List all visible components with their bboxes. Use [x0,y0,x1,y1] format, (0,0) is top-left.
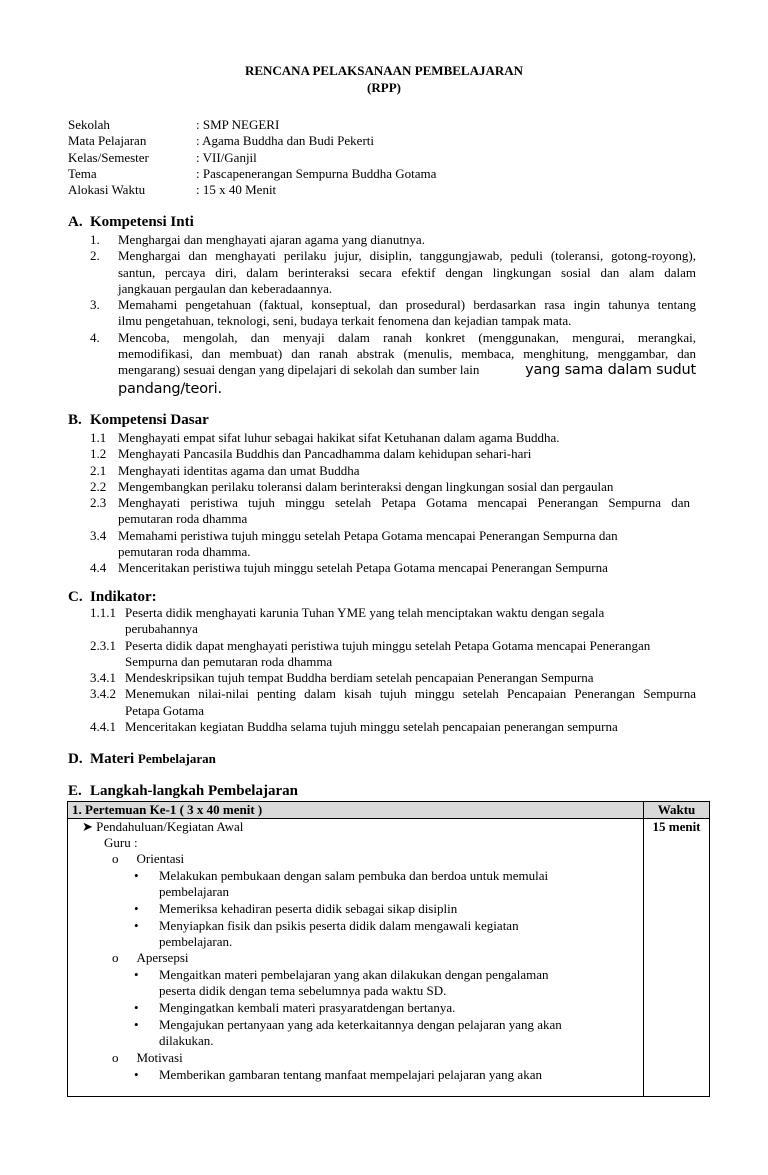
item-line: Memahami pengetahuan (faktual, konseptual, dan prosedural) berdasarkan rasa ingin tahunya tentang [118,297,696,313]
item-line-tail: pandang/teori. [118,380,222,397]
item-line: Memahami peristiwa tujuh minggu setelah Petapa Gotama mencapai Penerangan Sempurna dan [118,527,618,543]
section-letter: D. [68,751,83,767]
info-row [68,166,436,182]
list-item [68,528,696,561]
bullet-line: Memeriksa kehadiran peserta didik sebagai sikap disiplin [159,901,458,917]
section-heading-materi [68,751,216,767]
item-line [118,362,696,378]
info-label: Sekolah [68,117,110,132]
item-number: 3.4.2 [90,686,116,702]
list-item [68,430,696,446]
group-apersepsi [112,950,189,966]
item-number: 1.1.1 [90,605,116,620]
item-line: Mencoba, mengolah, dan menyaji dalam ranah konkret (menggunakan, mengurai, merangkai, [118,329,696,345]
item-number: 4.4.1 [90,719,116,735]
bullet-line: Memberikan gambaran tentang manfaat mempelajari pelajaran yang akan [159,1067,542,1083]
guru-label: Guru : [104,835,138,851]
list-item [134,1000,139,1016]
section-letter: B. [68,412,82,428]
circle-bullet-icon: o [112,851,119,867]
item-line: Menghayati Pancasila Buddhis dan Pancadhamma dalam kehidupan sehari-hari [118,446,532,462]
item-line: ilmu pengetahuan, teknologi, seni, budaya terkait fenomena dan kejadian tampak mata. [118,313,572,329]
item-line: Peserta didik menghayati karunia Tuhan YME yang telah menciptakan waktu dengan segala [125,605,605,620]
list-item [68,686,696,719]
group-title: Apersepsi [136,950,189,966]
item-line: Menghargai dan menghayati perilaku jujur, disiplin, tanggungjawab, peduli (toleransi, gotong-royong), [118,248,696,264]
item-line: Menceritakan peristiwa tujuh minggu setelah Petapa Gotama mencapai Penerangan Sempurna [118,560,608,576]
item-number: 2.2 [90,478,107,494]
section-heading-indikator [68,589,157,605]
info-value: : VII/Ganjil [196,149,257,165]
bullet-icon: • [134,868,139,884]
list-item [68,670,696,686]
section-title: Kompetensi Inti [90,214,194,230]
item-line: Mengembangkan perilaku toleransi dalam berinteraksi dengan lingkungan sosial dan pergaulan [118,478,614,494]
list-item [134,967,139,983]
bullet-line: Mengajukan pertanyaan yang ada keterkaitannya dengan pelajaran yang akan [159,1017,562,1033]
circle-bullet-icon: o [112,1050,119,1066]
section-title: Kompetensi Dasar [90,412,209,428]
list-item [134,1017,139,1033]
section-title: Indikator: [90,589,157,605]
item-number: 4.4 [90,560,107,576]
bullet-icon: • [134,1067,139,1083]
item-line: Petapa Gotama [125,702,205,718]
list-item [68,232,696,248]
info-row [68,117,436,133]
item-line-tail: yang sama dalam sudut [525,362,696,379]
item-line: Peserta didik dapat menghayati peristiwa tujuh minggu setelah Petapa Gotama mencapai Penerangan [125,637,651,653]
bullet-icon: • [134,1017,139,1033]
group-motivasi [112,1050,183,1066]
bullet-line: peserta didik dengan tema sebelumnya pada waktu SD. [159,983,447,999]
bullet-line: Melakukan pembukaan dengan salam pembuka dan berdoa untuk memulai [159,868,549,884]
table-header-meeting: 1. Pertemuan Ke-1 ( 3 x 40 menit ) [68,802,644,819]
section-title-small: Pembelajaran [137,751,216,766]
identity-block [68,117,436,198]
item-line: Menemukan nilai-nilai penting dalam kisah tujuh minggu setelah Pencapaian Penerangan Sempurna [125,686,696,702]
item-line: Sempurna dan pemutaran roda dhamma [125,653,333,669]
bullet-icon: • [134,901,139,917]
list-item [68,463,696,479]
item-number: 3.4.1 [90,670,116,686]
item-number: 4. [90,329,100,345]
section-letter: C. [68,589,83,605]
list-item [134,868,139,884]
list-item [68,446,696,462]
list-item [68,330,696,399]
section-title: Langkah-langkah Pembelajaran [90,783,298,799]
bullet-icon: • [134,1000,139,1016]
list-item [68,479,696,495]
item-line: Mendeskripsikan tujuh tempat Buddha berdiam setelah pencapaian Penerangan Sempurna [125,670,594,686]
learning-steps-table [67,801,710,1097]
section-letter: A. [68,214,83,230]
section-heading-langkah [68,783,298,799]
info-row [68,150,436,166]
item-line: jangkauan pergaulan dan keberadaannya. [118,280,333,296]
item-number: 2. [90,248,100,264]
bullet-line: pembelajaran. [159,934,233,950]
bullet-line: Menyiapkan fisik dan psikis peserta didik dalam mengawali kegiatan [159,918,519,934]
info-value: : Agama Buddha dan Budi Pekerti [196,133,375,149]
info-row [68,133,436,149]
table-header-row [68,802,710,819]
item-line: Menghayati identitas agama dan umat Buddha [118,462,360,478]
section-title: Materi [90,751,135,767]
bullet-line: Mengingatkan kembali materi prasyaratdengan bertanya. [159,1000,456,1016]
pendahuluan-line [82,819,243,835]
document-subtitle: (RPP) [367,80,401,95]
time-cell: 15 menit [644,819,710,1097]
section-letter: E. [68,783,82,799]
item-line: pemutaran roda dhamma [118,511,248,527]
arrow-bullet-icon: ➤ [82,819,93,835]
item-line: pemutaran roda dhamma. [118,544,251,560]
item-line: Menghayati empat sifat luhur sebagai hakikat sifat Ketuhanan dalam agama Buddha. [118,430,560,445]
group-title: Orientasi [136,851,185,867]
activities-cell [68,819,644,1097]
item-number: 2.3 [90,495,107,511]
kompetensi-inti-list [68,232,696,399]
info-value: : SMP NEGERI [196,117,280,132]
list-item [134,901,139,917]
item-line: perubahannya [125,621,198,637]
list-item [68,248,696,297]
list-item [68,605,696,638]
pendahuluan-label: Pendahuluan/Kegiatan Awal [96,819,244,835]
item-line: Menceritakan kegiatan Buddha selama tujuh minggu setelah pencapaian penerangan sempurna [125,719,618,735]
kompetensi-dasar-list [68,430,696,577]
list-item [134,918,139,934]
item-number: 2.1 [90,462,107,478]
item-line: santun, percaya diri, dalam berinteraksi secara efektif dengan lingkungan sosial dan alam dalam [118,264,696,280]
info-label: Mata Pelajaran [68,133,147,149]
group-orientasi [112,851,184,867]
list-item [68,719,696,735]
item-number: 1.1 [90,430,107,445]
bullet-icon: • [134,918,139,934]
item-line: Menghayati peristiwa tujuh minggu setelah Petapa Gotama mencapai Penerangan Sempurna dan [118,495,690,511]
table-row [68,819,710,1097]
item-number: 1. [90,232,100,247]
info-row [68,182,436,198]
bullet-line: Mengaitkan materi pembelajaran yang akan dilakukan dengan pengalaman [159,967,549,983]
group-title: Motivasi [136,1050,183,1066]
info-label: Alokasi Waktu [68,182,146,198]
list-item [68,495,696,528]
table-header-time: Waktu [644,802,710,819]
info-label: Tema [68,165,97,181]
info-label: Kelas/Semester [68,149,149,165]
bullet-line: dilakukan. [159,1033,214,1049]
item-number: 1.2 [90,446,107,462]
bullet-line: pembelajaran [159,884,230,900]
list-item [68,560,696,576]
document-title: RENCANA PELAKSANAAN PEMBELAJARAN [244,63,524,78]
item-number: 2.3.1 [90,637,116,653]
section-heading-kompetensi-dasar [68,412,209,428]
list-item [68,297,696,330]
info-value: : 15 x 40 Menit [196,182,277,198]
circle-bullet-icon: o [112,950,119,966]
item-number: 3.4 [90,527,107,543]
list-item [134,1067,139,1083]
info-value: : Pascapenerangan Sempurna Buddha Gotama [196,165,437,181]
item-line: Menghargai dan menghayati ajaran agama yang dianutnya. [118,232,425,247]
bullet-icon: • [134,967,139,983]
section-heading-kompetensi-inti [68,214,194,230]
indikator-list [68,605,696,735]
item-line: memodifikasi, dan membuat) dan ranah abstrak (menulis, membaca, menghitung, menggambar, dan [118,346,696,362]
item-line-text: mengarang) sesuai dengan yang dipelajari di sekolah dan sumber lain [118,362,480,378]
item-number: 3. [90,297,100,313]
list-item [68,638,696,671]
